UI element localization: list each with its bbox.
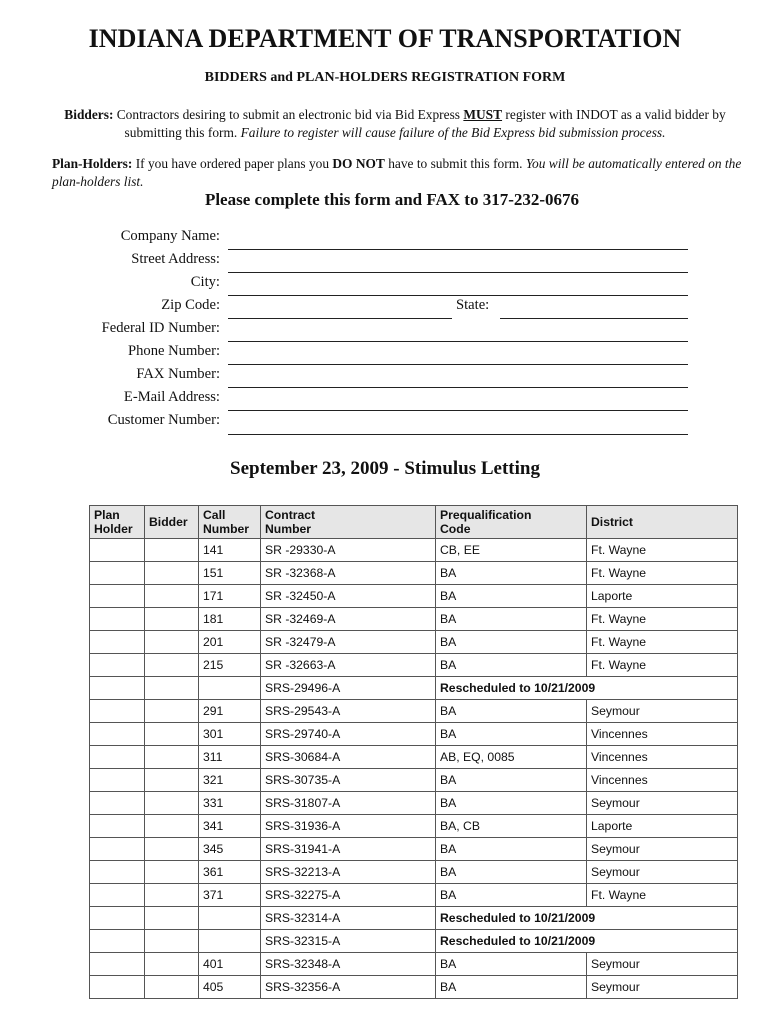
prequalification-cell: AB, EQ, 0085 (436, 746, 587, 769)
bidder-checkbox-cell[interactable] (145, 585, 199, 608)
call-number-cell: 401 (199, 953, 261, 976)
federal-id-label: Federal ID Number: (101, 320, 220, 336)
planholders-instructions (52, 155, 742, 191)
header-bidder: Bidder (145, 506, 199, 539)
district-cell: Ft. Wayne (587, 539, 738, 562)
district-cell: Vincennes (587, 723, 738, 746)
bidder-checkbox-cell[interactable] (145, 976, 199, 999)
district-cell: Ft. Wayne (587, 654, 738, 677)
bidders-label: Bidders: (64, 107, 114, 122)
bidder-checkbox-cell[interactable] (145, 539, 199, 562)
call-number-cell: 361 (199, 861, 261, 884)
bidders-text-1: Contractors desiring to submit an electronic bid via Bid Express (113, 107, 464, 122)
bidders-warning: Failure to register will cause failure of the Bid Express bid submission process. (240, 125, 666, 140)
table-row (90, 907, 738, 930)
call-number-cell: 171 (199, 585, 261, 608)
prequalification-cell: BA (436, 792, 587, 815)
bidder-checkbox-cell[interactable] (145, 815, 199, 838)
plan-holder-checkbox-cell[interactable] (90, 700, 145, 723)
district-cell: Ft. Wayne (587, 884, 738, 907)
plan-holder-checkbox-cell[interactable] (90, 539, 145, 562)
call-number-cell: 291 (199, 700, 261, 723)
plan-holder-checkbox-cell[interactable] (90, 907, 145, 930)
plan-holder-checkbox-cell[interactable] (90, 884, 145, 907)
table-row (90, 884, 738, 907)
bidder-checkbox-cell[interactable] (145, 884, 199, 907)
plan-holder-checkbox-cell[interactable] (90, 562, 145, 585)
call-number-cell: 371 (199, 884, 261, 907)
district-cell: Vincennes (587, 769, 738, 792)
district-cell: Seymour (587, 838, 738, 861)
zip-code-field[interactable] (228, 318, 452, 319)
contract-number-cell: SRS-29740-A (261, 723, 436, 746)
contract-number-cell: SR -29330-A (261, 539, 436, 562)
contract-number-cell: SRS-32213-A (261, 861, 436, 884)
plan-holder-checkbox-cell[interactable] (90, 930, 145, 953)
header-contract-number: Contract Number (261, 506, 436, 539)
contract-number-cell: SR -32368-A (261, 562, 436, 585)
bidder-checkbox-cell[interactable] (145, 769, 199, 792)
call-number-cell: 321 (199, 769, 261, 792)
call-number-cell: 215 (199, 654, 261, 677)
plan-holder-checkbox-cell[interactable] (90, 677, 145, 700)
call-number-cell: 311 (199, 746, 261, 769)
prequalification-cell: BA (436, 700, 587, 723)
table-row (90, 539, 738, 562)
prequalification-cell: BA, CB (436, 815, 587, 838)
contract-number-cell: SRS-30684-A (261, 746, 436, 769)
company-name-label: Company Name: (120, 228, 220, 244)
state-label: State: (456, 297, 490, 313)
contract-number-cell: SRS-32315-A (261, 930, 436, 953)
bidder-checkbox-cell[interactable] (145, 723, 199, 746)
contract-number-cell: SRS-32314-A (261, 907, 436, 930)
prequalification-cell: BA (436, 953, 587, 976)
do-not-emphasis: DO NOT (332, 156, 385, 171)
contract-number-cell: SRS-31941-A (261, 838, 436, 861)
plan-holder-checkbox-cell[interactable] (90, 654, 145, 677)
contract-number-cell: SRS-32348-A (261, 953, 436, 976)
phone-field[interactable] (228, 364, 688, 365)
table-row (90, 792, 738, 815)
prequalification-cell: BA (436, 631, 587, 654)
call-number-cell: 331 (199, 792, 261, 815)
call-number-cell: 201 (199, 631, 261, 654)
table-row (90, 930, 738, 953)
table-row (90, 700, 738, 723)
phone-label: Phone Number: (127, 343, 220, 359)
page-title: INDIANA DEPARTMENT OF TRANSPORTATION (88, 24, 682, 53)
table-row (90, 815, 738, 838)
planholders-label: Plan-Holders: (52, 156, 133, 171)
table-row (90, 608, 738, 631)
contract-number-cell: SRS-32356-A (261, 976, 436, 999)
district-cell: Ft. Wayne (587, 631, 738, 654)
bidder-checkbox-cell[interactable] (145, 608, 199, 631)
call-number-cell: 301 (199, 723, 261, 746)
call-number-cell (199, 677, 261, 700)
bidder-checkbox-cell[interactable] (145, 792, 199, 815)
fax-label: FAX Number: (136, 366, 220, 382)
district-cell: Laporte (587, 815, 738, 838)
district-cell: Seymour (587, 976, 738, 999)
header-district: District (587, 506, 738, 539)
plan-holder-checkbox-cell[interactable] (90, 631, 145, 654)
must-emphasis: MUST (463, 107, 503, 122)
table-header-row (90, 506, 738, 539)
bidder-checkbox-cell[interactable] (145, 838, 199, 861)
call-number-cell: 141 (199, 539, 261, 562)
letting-title: September 23, 2009 - Stimulus Letting (230, 458, 540, 479)
prequalification-cell: BA (436, 769, 587, 792)
table-row (90, 631, 738, 654)
table-row (90, 585, 738, 608)
call-number-cell: 405 (199, 976, 261, 999)
district-cell: Seymour (587, 792, 738, 815)
plan-holder-checkbox-cell[interactable] (90, 585, 145, 608)
zip-code-label: Zip Code: (161, 297, 220, 313)
prequalification-cell: BA (436, 976, 587, 999)
call-number-cell: 151 (199, 562, 261, 585)
contract-number-cell: SRS-32275-A (261, 884, 436, 907)
federal-id-field[interactable] (228, 341, 688, 342)
contract-number-cell: SR -32450-A (261, 585, 436, 608)
table-row (90, 953, 738, 976)
reschedule-note-cell: Rescheduled to 10/21/2009 (436, 907, 738, 930)
street-address-field[interactable] (228, 272, 688, 273)
email-label: E-Mail Address: (123, 389, 220, 405)
bidder-checkbox-cell[interactable] (145, 907, 199, 930)
fax-instruction: Please complete this form and FAX to 317-232-0676 (204, 190, 580, 209)
table-row (90, 723, 738, 746)
plan-holder-checkbox-cell[interactable] (90, 976, 145, 999)
prequalification-cell: BA (436, 723, 587, 746)
plan-holder-checkbox-cell[interactable] (90, 953, 145, 976)
planholders-note: You will be automatically entered on the plan-holders list. (52, 156, 742, 189)
plan-holder-checkbox-cell[interactable] (90, 815, 145, 838)
prequalification-cell: CB, EE (436, 539, 587, 562)
table-row (90, 562, 738, 585)
contract-number-cell: SRS-29543-A (261, 700, 436, 723)
customer-number-field[interactable] (228, 434, 688, 435)
district-cell: Seymour (587, 953, 738, 976)
bidder-checkbox-cell[interactable] (145, 631, 199, 654)
customer-number-label: Customer Number: (107, 412, 220, 428)
district-cell: Seymour (587, 700, 738, 723)
header-prequalification-code: Prequalification Code (436, 506, 587, 539)
plan-holder-checkbox-cell[interactable] (90, 769, 145, 792)
table-row (90, 838, 738, 861)
plan-holder-checkbox-cell[interactable] (90, 608, 145, 631)
bidder-checkbox-cell[interactable] (145, 861, 199, 884)
plan-holder-checkbox-cell[interactable] (90, 792, 145, 815)
table-row (90, 976, 738, 999)
bidder-checkbox-cell[interactable] (145, 930, 199, 953)
call-number-cell: 345 (199, 838, 261, 861)
city-label: City: (190, 274, 220, 290)
plan-holder-checkbox-cell[interactable] (90, 723, 145, 746)
table-row (90, 746, 738, 769)
city-field[interactable] (228, 295, 688, 296)
prequalification-cell: BA (436, 861, 587, 884)
bidder-checkbox-cell[interactable] (145, 677, 199, 700)
company-name-field[interactable] (228, 249, 688, 250)
district-cell: Seymour (587, 861, 738, 884)
bidders-instructions (50, 106, 740, 142)
prequalification-cell: BA (436, 884, 587, 907)
planholders-text-1: If you have ordered paper plans you (132, 156, 333, 171)
contract-number-cell: SR -32479-A (261, 631, 436, 654)
bidder-checkbox-cell[interactable] (145, 562, 199, 585)
district-cell: Ft. Wayne (587, 608, 738, 631)
plan-holder-checkbox-cell[interactable] (90, 838, 145, 861)
district-cell: Vincennes (587, 746, 738, 769)
fax-field[interactable] (228, 387, 688, 388)
prequalification-cell: BA (436, 838, 587, 861)
table-row (90, 861, 738, 884)
prequalification-cell: BA (436, 562, 587, 585)
contract-number-cell: SR -32663-A (261, 654, 436, 677)
district-cell: Laporte (587, 585, 738, 608)
prequalification-cell: BA (436, 585, 587, 608)
contract-number-cell: SRS-31936-A (261, 815, 436, 838)
bidder-checkbox-cell[interactable] (145, 654, 199, 677)
form-subtitle: BIDDERS and PLAN-HOLDERS REGISTRATION FORM (204, 70, 566, 85)
bidder-checkbox-cell[interactable] (145, 746, 199, 769)
district-cell: Ft. Wayne (587, 562, 738, 585)
contract-number-cell: SRS-31807-A (261, 792, 436, 815)
plan-holder-checkbox-cell[interactable] (90, 861, 145, 884)
contracts-table (89, 505, 738, 999)
call-number-cell: 181 (199, 608, 261, 631)
bidder-checkbox-cell[interactable] (145, 700, 199, 723)
bidder-checkbox-cell[interactable] (145, 953, 199, 976)
street-address-label: Street Address: (131, 251, 220, 267)
contract-number-cell: SRS-30735-A (261, 769, 436, 792)
prequalification-cell: BA (436, 608, 587, 631)
call-number-cell (199, 907, 261, 930)
call-number-cell (199, 930, 261, 953)
bidders-text-2: register with INDOT as a valid bidder by submitting this form. (124, 107, 726, 140)
plan-holder-checkbox-cell[interactable] (90, 746, 145, 769)
contract-number-cell: SRS-29496-A (261, 677, 436, 700)
header-call-number: Call Number (199, 506, 261, 539)
email-field[interactable] (228, 410, 688, 411)
reschedule-note-cell: Rescheduled to 10/21/2009 (436, 677, 738, 700)
table-row (90, 654, 738, 677)
planholders-text-2: have to submit this form. (384, 156, 526, 171)
state-field[interactable] (500, 318, 688, 319)
header-plan-holder: Plan Holder (90, 506, 145, 539)
table-row (90, 769, 738, 792)
reschedule-note-cell: Rescheduled to 10/21/2009 (436, 930, 738, 953)
call-number-cell: 341 (199, 815, 261, 838)
table-row (90, 677, 738, 700)
contract-number-cell: SR -32469-A (261, 608, 436, 631)
prequalification-cell: BA (436, 654, 587, 677)
